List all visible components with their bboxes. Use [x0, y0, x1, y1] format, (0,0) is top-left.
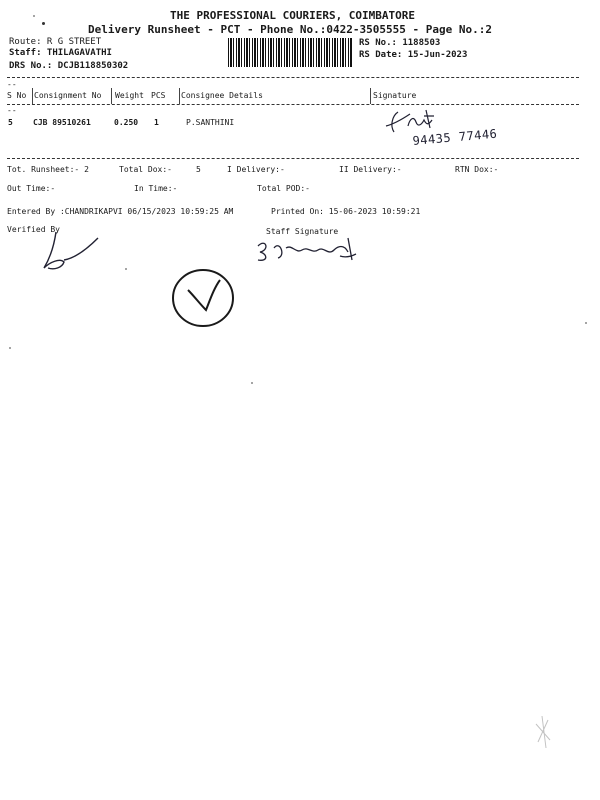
- col-pcs: PCS: [151, 91, 166, 100]
- ii-delivery: II Delivery:-: [339, 165, 402, 174]
- divider: [7, 158, 579, 159]
- divider: [7, 77, 579, 78]
- speck: [9, 347, 11, 349]
- rs-number: RS No.: 1188503: [359, 38, 441, 48]
- speck: [585, 322, 587, 324]
- receiver-phone: 94435 77446: [412, 126, 498, 148]
- speck: [33, 15, 35, 17]
- lead-marker: --: [7, 80, 17, 89]
- col-consignment: Consignment No: [34, 91, 102, 100]
- total-dox-label: Total Dox:-: [119, 165, 172, 174]
- column-separator: [370, 88, 371, 104]
- row-consignment: CJB 89510261: [33, 118, 91, 127]
- out-time: Out Time:-: [7, 184, 56, 193]
- col-weight: Weight: [115, 91, 144, 100]
- speck: [251, 382, 253, 384]
- column-separator: [179, 88, 180, 104]
- in-time: In Time:-: [134, 184, 178, 193]
- row-sno: 5: [8, 118, 13, 127]
- row-pcs: 1: [154, 118, 159, 127]
- col-consignee: Consignee Details: [181, 91, 263, 100]
- staff-signature: [252, 234, 362, 264]
- scan-smudge-icon: [528, 712, 558, 752]
- rtn-dox: RTN Dox:-: [455, 165, 499, 174]
- runsheet-title: Delivery Runsheet - PCT - Phone No.:0422-3505555 - Page No.:2: [88, 23, 492, 36]
- rs-date: RS Date: 15-Jun-2023: [359, 50, 468, 60]
- speck: [42, 22, 45, 25]
- col-signature: Signature: [373, 91, 417, 100]
- verifier-signature: [30, 228, 110, 276]
- company-name: THE PROFESSIONAL COURIERS, COIMBATORE: [170, 9, 416, 22]
- printed-on: Printed On: 15-06-2023 10:59:21: [271, 207, 421, 216]
- speck: [125, 268, 127, 270]
- total-dox-value: 5: [196, 165, 201, 174]
- staff-signature-label: Staff Signature: [266, 227, 339, 236]
- row-lead-marker: --: [7, 106, 17, 115]
- check-stamp-icon: [170, 266, 238, 330]
- i-delivery: I Delivery:-: [227, 165, 285, 174]
- entered-by: Entered By :CHANDRIKAPVI 06/15/2023 10:59:25 AM: [7, 207, 234, 216]
- route: Route: R G STREET: [9, 37, 102, 47]
- column-separator: [32, 88, 33, 104]
- staff: Staff: THILAGAVATHI: [9, 48, 112, 58]
- column-separator: [111, 88, 112, 104]
- row-consignee: P.SANTHINI: [186, 118, 235, 127]
- tot-runsheet: Tot. Runsheet:- 2: [7, 165, 89, 174]
- barcode: [228, 38, 353, 67]
- row-weight: 0.250: [114, 118, 139, 127]
- col-sno: S No: [7, 91, 27, 100]
- drs-number: DRS No.: DCJB118850302: [9, 61, 129, 71]
- total-pod: Total POD:-: [257, 184, 310, 193]
- divider: [7, 104, 579, 105]
- verified-by-label: Verified By: [7, 225, 60, 234]
